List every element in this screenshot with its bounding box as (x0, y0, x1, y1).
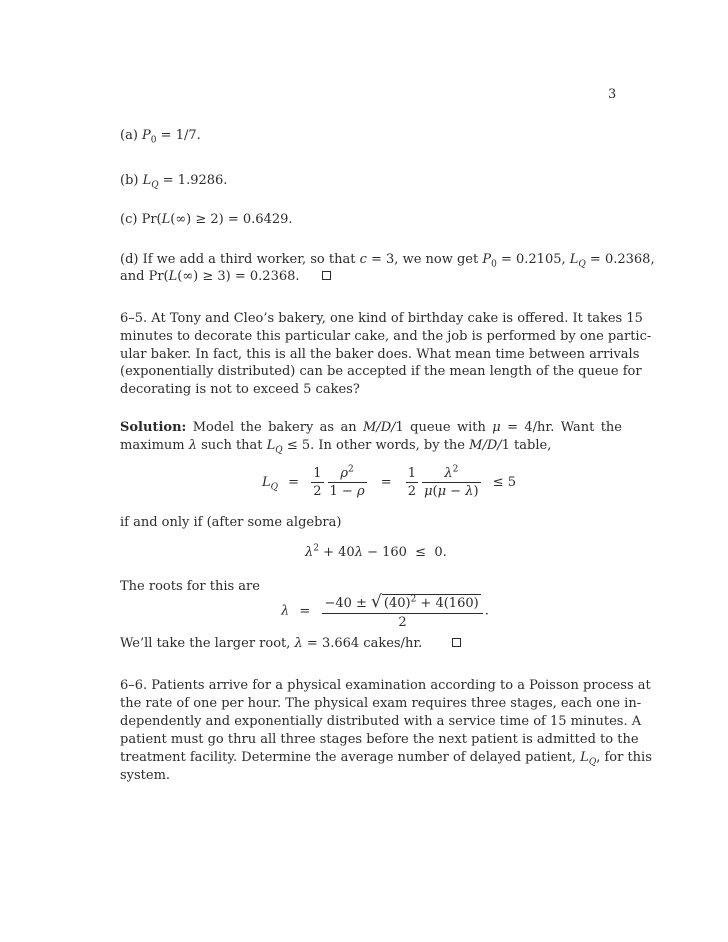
conclusion-line: We’ll take the larger root, λ = 3.664 cakes/hr. (120, 635, 622, 653)
problem-6-6-line: system. (120, 768, 171, 783)
problem-6-6-line: 6–6. Patients arrive for a physical examination according to a Poisson process at (120, 678, 651, 693)
answer-d-line1: (d) If we add a third worker, so that c = 3, we now get $P_0 = 0.2105$, $L_Q = 0.2368$, (120, 252, 655, 270)
problem-6-6-line: dependently and exponentially distributed with a service time of 15 minutes. A (120, 714, 642, 729)
problem-6-5-line: (exponentially distributed) can be accepted if the mean length of the queue for (120, 364, 642, 379)
problem-6-6-line: the rate of one per hour. The physical exam requires three stages, each one in- (120, 696, 642, 711)
problem-6-6-line: treatment facility. Determine the average number of delayed patient, $L_Q$, for this (120, 750, 652, 768)
answer-a-expr: $P_0 = 1/7$. (142, 128, 201, 146)
answer-b-label: (b) (120, 173, 139, 188)
equation-quadratic: $\lambda^2 + 40\lambda - 160 \le 0$. (305, 543, 447, 560)
roots-line: The roots for this are (120, 579, 260, 594)
fraction: $\frac{1}{2}$ (313, 466, 322, 499)
solution-line1: Solution: Model the bakery as an M/D/1 queue with μ = 4/hr. Want the (120, 420, 622, 435)
qed-box-icon (322, 271, 331, 280)
fraction: $\frac{-40 \pm √ (40)^2 + 4(160)}{2}$ (322, 592, 482, 630)
answer-b (120, 172, 622, 190)
equation-lq: $L_Q$ = $\frac{1}{2}$ $\frac{\rho^2}{1 - \rho}$ = $\frac{1}{2}$ $\frac{\lambda^2}{\mu(\mu - \lambda)}$ ≤ 5 (262, 464, 516, 499)
problem-6-5-line: decorating is not to exceed 5 cakes? (120, 382, 360, 397)
page-number: 3 (608, 87, 617, 102)
fraction: $\frac{\rho^2}{1 - \rho}$ (329, 464, 365, 499)
problem-6-5-line: minutes to decorate this particular cake, and the job is performed by one partic- (120, 329, 652, 344)
problem-6-5-line: 6–5. At Tony and Cleo’s bakery, one kind of birthday cake is offered. It takes 15 (120, 311, 643, 326)
qed-box-icon (452, 638, 461, 647)
problem-6-5-line: ular baker. In fact, this is all the baker does. What mean time between arrivals (120, 347, 640, 362)
iff-line: if and only if (after some algebra) (120, 515, 342, 530)
answer-c (120, 211, 622, 229)
answer-a (120, 127, 622, 145)
fraction: $\frac{\lambda^2}{\mu(\mu - \lambda)}$ (424, 464, 479, 499)
solution-line2: maximum λ such that $L_Q \le 5$. In other words, by the M/D/1 table, (120, 438, 552, 456)
fraction: $\frac{1}{2}$ (407, 466, 417, 499)
answer-b-expr: $L_Q = 1.9286$. (142, 173, 228, 191)
answer-c-expr: Pr(L(∞) ≥ 2) = 0.6429. (141, 212, 293, 227)
problem-6-6-line: patient must go thru all three stages before the next patient is admitted to the (120, 732, 639, 747)
solution-heading: Solution: (120, 420, 187, 435)
answer-d-line2: and Pr(L(∞) ≥ 3) = 0.2368. (120, 268, 622, 286)
equation-roots: λ = $\frac{-40 \pm √ (40)^2 + 4(160)}{2}$ . (281, 592, 489, 630)
answer-c-label: (c) (120, 212, 138, 227)
answer-a-label: (a) (120, 128, 138, 143)
